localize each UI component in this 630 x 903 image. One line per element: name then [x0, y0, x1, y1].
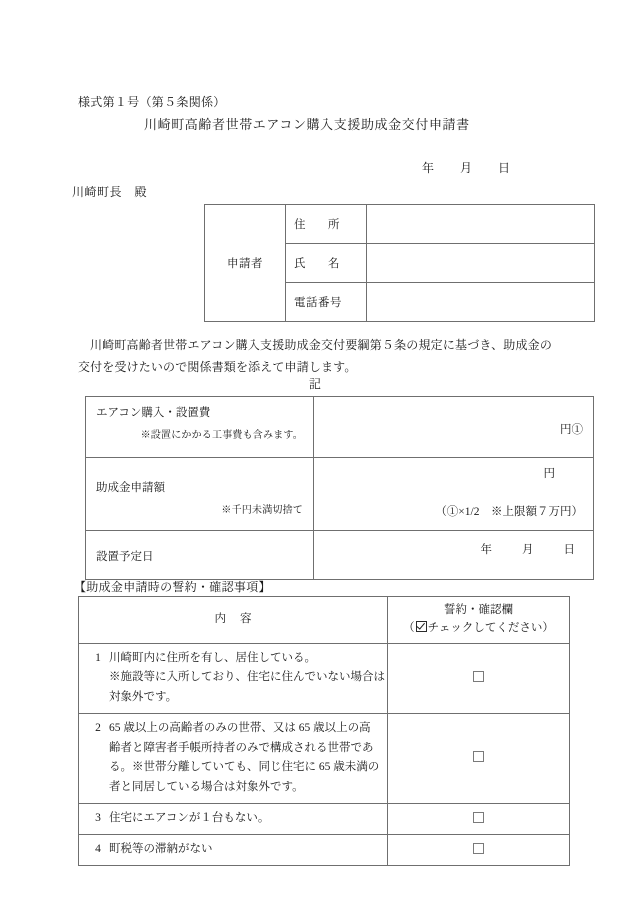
checklist-item-line: 町税等の滞納がない	[109, 842, 213, 855]
checklist-item-number: 2	[95, 721, 101, 734]
table-header-row	[79, 597, 570, 644]
date-month-label: 月	[459, 161, 472, 175]
table-row	[79, 834, 570, 865]
table-row	[86, 458, 594, 531]
checklist-item-line: ※施設等に入所しており、住宅に住んでいない場合は	[109, 671, 385, 684]
addressee: 川崎町長 殿	[72, 185, 148, 199]
table-row	[86, 531, 594, 580]
install-date-day-label: 日	[563, 544, 575, 556]
column-header-check	[388, 597, 570, 644]
table-row	[205, 205, 595, 244]
content-header-char-a: 内	[214, 612, 226, 625]
purchase-cost-note: ※設置にかかる工事費も含みます。	[140, 430, 303, 441]
submission-date-line	[350, 159, 510, 176]
checklist-item-first-line	[87, 719, 381, 739]
applicant-name-input[interactable]	[367, 244, 595, 283]
document-title: 川崎町高齢者世帯エアコン購入支援助成金交付申請書	[144, 117, 470, 132]
empty-checkbox-icon[interactable]	[473, 812, 484, 823]
check-hint-prefix: （	[403, 621, 415, 634]
content-header-char-b: 容	[240, 612, 252, 625]
checklist-item-content	[79, 713, 388, 803]
form-number: 様式第１号（第５条関係）	[78, 95, 226, 109]
check-column-hint	[392, 620, 565, 638]
applicant-phone-label: 電話番号	[286, 283, 367, 322]
ki-mark: 記	[308, 377, 321, 391]
install-date-label: 設置予定日	[96, 551, 154, 563]
name-label-char-b: 名	[328, 258, 340, 270]
pledge-section-heading: 【助成金申請時の誓約・確認事項】	[74, 580, 271, 594]
checklist-item-line: 住宅にエアコンが１台もない。	[109, 811, 270, 824]
empty-checkbox-icon[interactable]	[473, 843, 484, 854]
checklist-item-checkbox[interactable]	[388, 643, 570, 713]
checklist-item-line: 川崎町内に住所を有し、居住している。	[109, 651, 316, 664]
checklist-item-first-line	[87, 840, 381, 860]
checklist-item-first-line	[87, 649, 381, 669]
table-row	[79, 713, 570, 803]
purchase-cost-label: エアコン購入・設置費	[96, 407, 211, 419]
checklist-item-number: 1	[95, 651, 101, 664]
install-date-month-label: 月	[522, 544, 534, 556]
checklist-item-checkbox[interactable]	[388, 713, 570, 803]
applicant-address-input[interactable]	[367, 205, 595, 244]
checklist-item-number: 4	[95, 842, 101, 855]
address-label-char-a: 住	[294, 219, 306, 231]
applicant-address-label	[286, 205, 367, 244]
checklist-item-checkbox[interactable]	[388, 803, 570, 834]
purchase-cost-input[interactable]	[314, 397, 594, 458]
install-date-input[interactable]	[314, 531, 594, 580]
checklist-item-number: 3	[95, 811, 101, 824]
grant-amount-label: 助成金申請額	[96, 482, 165, 494]
checklist-item-line: 65 歳以上の高齢者のみの世帯、又は 65 歳以上の高	[109, 721, 371, 734]
grant-amount-input[interactable]	[314, 458, 594, 531]
empty-checkbox-icon[interactable]	[473, 751, 484, 762]
table-row	[79, 803, 570, 834]
date-day-label: 日	[497, 161, 510, 175]
applicant-table	[204, 204, 595, 322]
applicant-row-label: 申請者	[205, 205, 286, 322]
grant-amount-formula: （①×1/2 ※上限額７万円）	[435, 506, 583, 518]
column-header-content	[79, 597, 388, 644]
grant-amount-unit: 円	[543, 468, 555, 480]
address-label-char-b: 所	[328, 219, 340, 231]
grant-amount-note: ※千円未満切捨て	[221, 505, 303, 516]
applicant-name-label	[286, 244, 367, 283]
checklist-item-line: る。※世帯分離していても、同じ住宅に 65 歳未満の	[109, 761, 380, 774]
checked-checkbox-icon	[416, 621, 427, 632]
checklist-item-checkbox[interactable]	[388, 834, 570, 865]
grant-amount-label-cell	[86, 458, 314, 531]
checklist-item-line: 者と同居している場合は対象外です。	[109, 781, 304, 794]
checklist-item-content	[79, 834, 388, 865]
install-date-fields	[324, 541, 583, 557]
cost-table	[85, 396, 594, 580]
check-hint-text: チェックしてください）	[427, 621, 554, 634]
body-paragraph: 川崎町高齢者世帯エアコン購入支援助成金交付要綱第５条の規定に基づき、助成金の交付を受けたいので関係書類を添えて申請します。	[78, 338, 552, 375]
empty-checkbox-icon[interactable]	[473, 671, 484, 682]
date-year-label: 年	[421, 161, 434, 175]
install-date-label-cell	[86, 531, 314, 580]
checklist-item-line: 齢者と障害者手帳所持者のみで構成される世帯であ	[109, 741, 374, 754]
name-label-char-a: 氏	[294, 258, 306, 270]
table-row	[86, 397, 594, 458]
checklist-item-content	[79, 803, 388, 834]
checklist-item-first-line	[87, 809, 381, 829]
applicant-phone-input[interactable]	[367, 283, 595, 322]
checklist-item-content	[79, 643, 388, 713]
install-date-year-label: 年	[480, 544, 492, 556]
purchase-cost-unit: 円①	[560, 424, 583, 436]
purchase-cost-label-cell	[86, 397, 314, 458]
pledge-checklist-table	[78, 596, 570, 866]
check-column-title: 誓約・確認欄	[444, 604, 513, 616]
table-row	[79, 643, 570, 713]
checklist-item-line: 対象外です。	[109, 691, 178, 704]
